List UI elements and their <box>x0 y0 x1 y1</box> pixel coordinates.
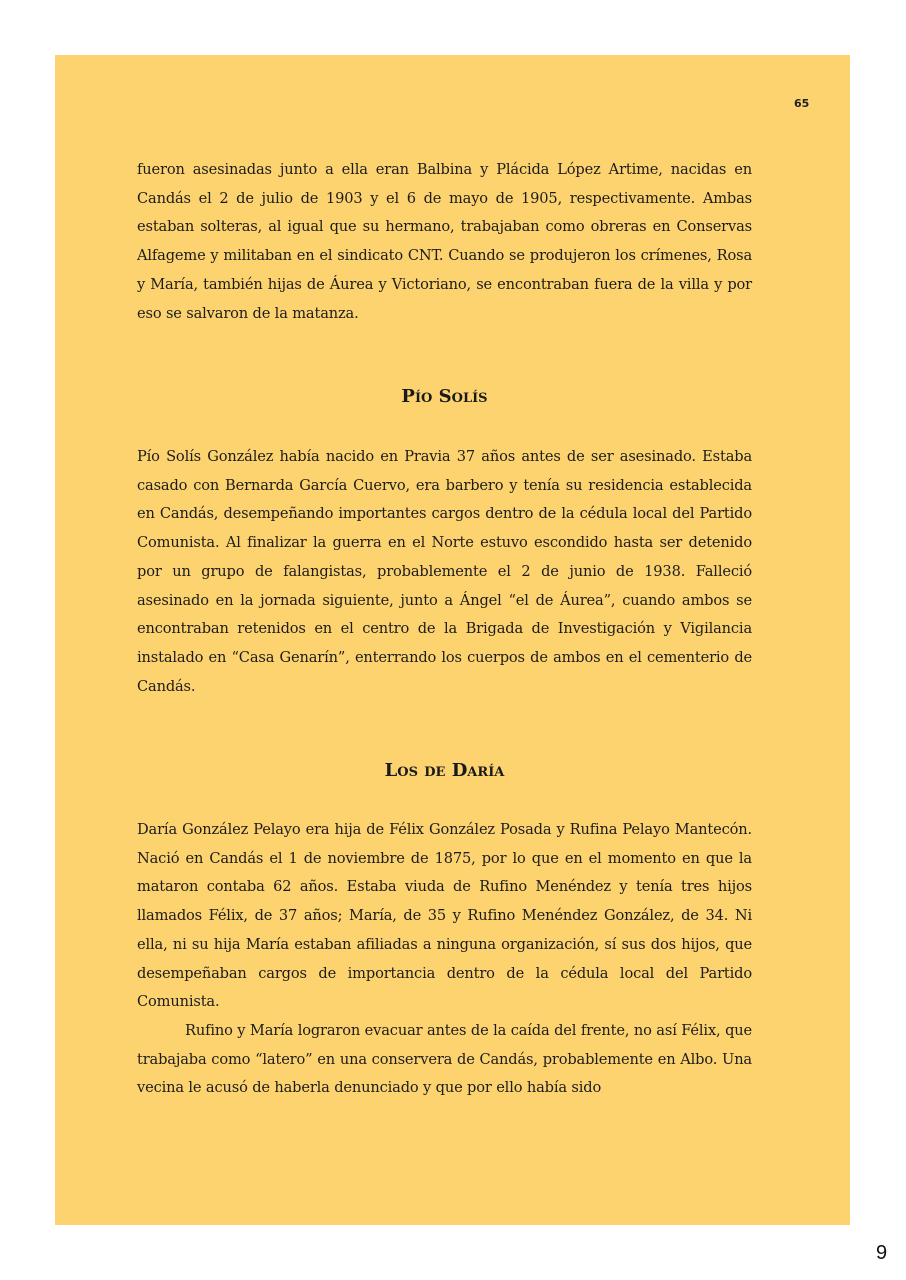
section-title-pio-solis: Pío Solís <box>401 386 488 407</box>
document-page-counter: 9 <box>876 1242 888 1264</box>
los-de-daria-paragraph-2: Rufino y María lograron evacuar antes de la caída del frente, no así Félix, que trabajaba como “latero” en una conservera de Candás, probablemente en Albo. Una vecina le acusó de haberla denunciado y que por ello había sido <box>137 1021 752 1097</box>
intro-paragraph: fueron asesinadas junto a ella eran Balbina y Plácida López Artime, nacidas en Candás el 2 de julio de 1903 y el 6 de mayo de 1905, respectivamente. Ambas estaban solteras, al igual que su hermano, trabajaban como obreras en Conservas Alfageme y militaban en el sindicato CNT. Cuando se produjeron los crímenes, Rosa y María, también hijas de Áurea y Victoriano, se encontraban fuera de la villa y por eso se salvaron de la matanza. <box>137 161 752 322</box>
los-de-daria-paragraph-1: Daría González Pelayo era hija de Félix González Posada y Rufina Pelayo Mantecón. Nació en Candás el 1 de noviembre de 1875, por lo que en el momento en que la mataron contaba 62 años. Estaba viuda de Rufino Menéndez y tenía tres hijos llamados Félix, de 37 años; María, de 35 y Rufino Menéndez González, de 34. Ni ella, ni su hija María estaban afiliadas a ninguna organización, sí sus dos hijos, que desempeñaban cargos de importancia dentro de la cédula local del Partido Comunista. <box>137 821 752 1011</box>
page-number: 65 <box>794 97 810 110</box>
intro-text-block <box>137 156 752 328</box>
los-de-daria-text-block <box>137 816 752 1103</box>
pio-solis-text-block <box>137 443 752 701</box>
section-title-los-de-daria: Los de Daría <box>384 760 505 781</box>
pio-solis-paragraph: Pío Solís González había nacido en Pravia 37 años antes de ser asesinado. Estaba casado con Bernarda García Cuervo, era barbero y tenía su residencia establecida en Candás, desempeñando importantes cargos dentro de la cédula local del Partido Comunista. Al finalizar la guerra en el Norte estuvo escondido hasta ser detenido por un grupo de falangistas, probablemente el 2 de junio de 1938. Falleció asesinado en la jornada siguiente, junto a Ángel “el de Áurea”, cuando ambos se encontraban retenidos en el centro de la Brigada de Investigación y Vigilancia instalado en “Casa Genarín”, enterrando los cuerpos de ambos en el cementerio de Candás. <box>137 448 752 695</box>
